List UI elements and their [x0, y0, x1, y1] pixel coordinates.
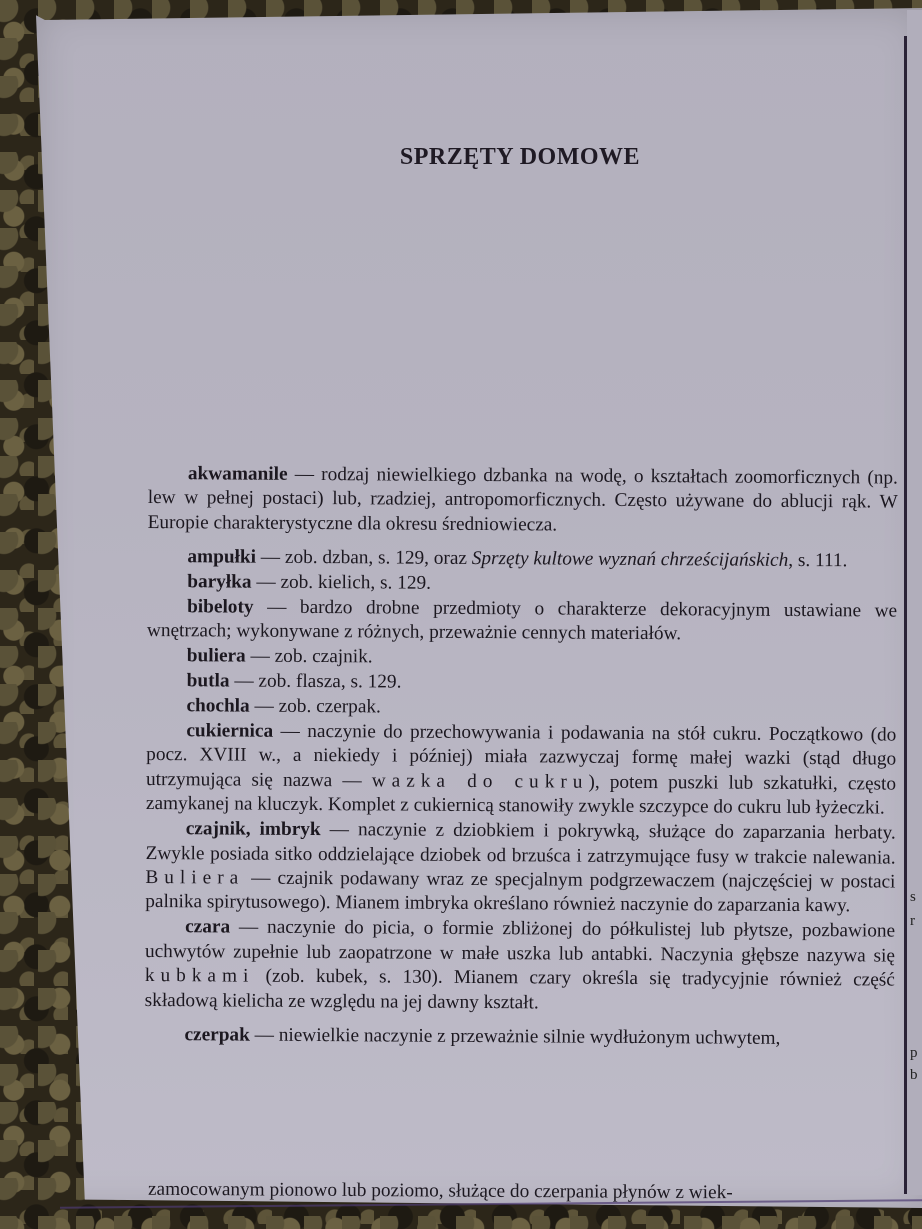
entry-term: czerpak — [184, 1024, 250, 1046]
adjacent-page-letter: b — [910, 1067, 918, 1083]
entry-dash: — — [320, 819, 359, 841]
entry-dash: — — [273, 720, 308, 743]
adjacent-page-letter: p — [910, 1045, 918, 1061]
entry-definition: zob. czajnik. — [274, 646, 373, 668]
cut-off-text-line: zamocowanym pionowo lub poziomo, służące do czerpania płynów z wiek- — [147, 1178, 733, 1204]
entry-definition: naczynie do picia, o formie zbliżonej do półkulistej lub płytsze, pozbawione uchwytów zupełnie lub zaopatrzone w małe uszka lub antabki. Naczynia głębsze nazywa się — [144, 917, 896, 967]
entry-definition: zob. czerpak. — [278, 695, 381, 718]
book-spine-line — [904, 36, 907, 1194]
entry-dash: — — [249, 695, 279, 717]
entry-term: ampułki — [187, 546, 257, 568]
page-title: SPRZĘTY DOMOWE — [399, 144, 641, 171]
entry-term: cukiernica — [186, 720, 274, 742]
entry-definition: Sprzęty kultowe wyznań chrześcijańskich — [471, 548, 789, 572]
entry-definition: wazka do cukru — [371, 770, 589, 793]
adjacent-page-letter: s — [910, 889, 916, 905]
entry-term: bibeloty — [187, 596, 254, 618]
entry-dash: — — [287, 463, 322, 486]
entry-term: czajnik, imbryk — [185, 818, 321, 841]
entry-definition: , s. 111. — [788, 550, 848, 572]
entry-definition: Buliera — [145, 866, 245, 889]
entry-definition: zob. flasza, s. 129. — [258, 670, 402, 693]
dictionary-entry — [146, 719, 897, 821]
adjacent-page — [907, 10, 922, 1195]
dictionary-entries — [144, 462, 898, 1052]
entry-definition: naczynie z dziobkiem i pokrywką, służące do zaparzania herbaty. Zwykle posiada sitko oddzielające dziobek od brzuśca i zatrzymujące fusy w trakcie nalewania. — [145, 819, 896, 869]
entry-definition: zob. kielich, s. 129. — [280, 571, 432, 594]
entry-definition: (zob. kubek, s. 130). Mianem czary określa się tradycyjnie również część składową kielicha ze względu na jej dawny kształt. — [144, 965, 895, 1013]
entry-dash: — — [229, 670, 259, 692]
entry-definition: naczynie do przechowywania i podawania na stół cukru. Początkowo (do pocz. XVIII w., a niekiedy i później) miała zazwyczaj formę małej wazki (stąd długo utrzymująca się nazwa — — [145, 721, 897, 792]
entry-dash: — — [245, 645, 275, 668]
entry-definition: bardzo drobne przedmioty o charakterze dekoracyjnym ustawiane we wnętrzach; wykonywane z różnych, przeważnie cennych materiałów. — [146, 596, 898, 645]
entry-definition: niewielkie naczynie z przeważnie silnie wydłużonym uchwytem, — [278, 1024, 781, 1049]
entry-term: butla — [186, 670, 230, 692]
entry-term: baryłka — [187, 571, 252, 593]
entry-term: chochla — [186, 695, 250, 717]
entry-definition: ), potem puszki lub szkatułki, często zamykanej na kluczyk. Komplet z cukiernicą stanowiły zwykle szczypce do cukru lub łyżeczki. — [145, 771, 897, 819]
adjacent-page-letter: r — [910, 913, 915, 929]
entry-dash: — — [249, 1024, 279, 1046]
dictionary-entry — [148, 462, 898, 540]
entry-term: buliera — [186, 645, 246, 667]
entry-definition: — czajnik podawany wraz ze specjalnym podgrzewaczem (najczęściej w postaci palnika spirytusowego). Mianem imbryka określano również naczynie do zaparzania kawy. — [145, 867, 896, 917]
entry-definition: rodzaj niewielkiego dzbanka na wodę, o kształtach zoomorficznych (np. lew w pełnej postaci) lub, rzadziej, antropomorficznych. Często używane do ablucji rąk. W Europie charakterystyczne dla okresu średniowiecza. — [147, 464, 898, 536]
entry-dash: — — [230, 916, 268, 939]
entry-dash: — — [255, 546, 285, 569]
dictionary-entry — [144, 1023, 894, 1052]
dictionary-entry — [145, 915, 896, 1017]
entry-definition: kubkami — [144, 965, 255, 987]
dictionary-entry — [145, 817, 896, 919]
entry-term: akwamanile — [187, 463, 288, 485]
dictionary-entry — [147, 595, 897, 648]
entry-dash: — — [253, 596, 301, 618]
entry-dash: — — [251, 571, 281, 593]
entry-term: czara — [185, 916, 231, 938]
entry-definition: zob. dzban, s. 129, oraz — [284, 547, 472, 570]
